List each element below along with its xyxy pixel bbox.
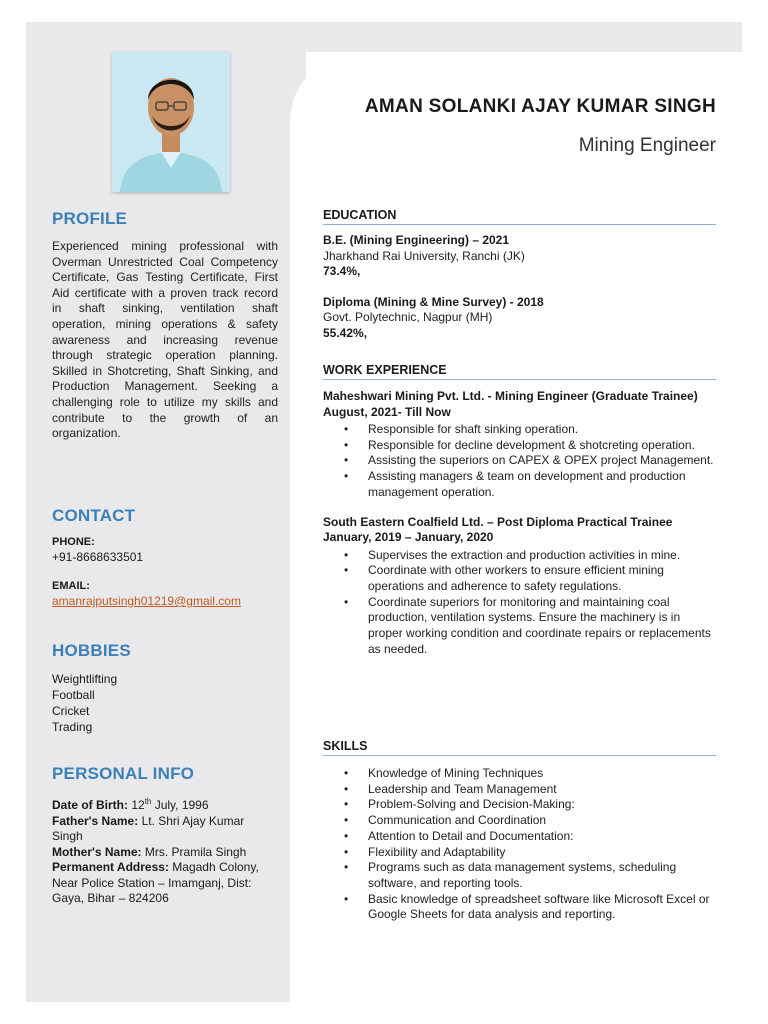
mother-value: Mrs. Pramila Singh <box>144 844 247 859</box>
degree: Diploma (Mining & Mine Survey) - 2018 <box>323 294 544 309</box>
dob-row <box>52 794 278 814</box>
list-item: • Leadership and Team Management <box>368 782 716 798</box>
institute: Govt. Polytechnic, Nagpur (MH) <box>323 310 493 324</box>
dob-day: 12 <box>131 798 145 812</box>
job-period: August, 2021- Till Now <box>323 404 451 419</box>
father-row <box>52 814 278 845</box>
education-item <box>323 233 716 280</box>
list-item: • Assisting the superiors on CAPEX & OPEX project Management. <box>368 453 716 469</box>
person-avatar-icon <box>112 52 230 192</box>
contact-heading: CONTACT <box>52 506 136 525</box>
institute: Jharkhand Rai University, Ranchi (JK) <box>323 248 525 263</box>
list-item: • Coordinate with other workers to ensure efficient mining operations and adherence to safety regulations. <box>368 563 716 594</box>
list-item: • Communication and Coordination <box>368 813 716 829</box>
job-entry <box>323 389 716 501</box>
contact-section <box>52 506 278 608</box>
address-row <box>52 860 278 907</box>
job-title: Maheshwari Mining Pvt. Ltd. - Mining Engineer (Graduate Trainee) <box>323 389 698 403</box>
dob-label: Date of Birth: <box>52 798 128 812</box>
father-label: Father's Name: <box>52 813 139 828</box>
work-heading: WORK EXPERIENCE <box>323 363 716 380</box>
email-link[interactable]: amanrajputsingh01219@gmail.com <box>52 594 241 608</box>
list-item: • Knowledge of Mining Techniques <box>368 766 716 782</box>
list-item: • Supervises the extraction and production activities in mine. <box>368 548 716 564</box>
profile-photo <box>112 52 230 192</box>
score: 73.4%, <box>323 264 361 278</box>
mother-label: Mother's Name: <box>52 844 142 859</box>
job-period: January, 2019 – January, 2020 <box>323 530 494 545</box>
address-value: Magadh Colony, Near Police Station – Imamganj, Dist: Gaya, Bihar – 824206 <box>52 860 259 905</box>
list-item: • Attention to Detail and Documentation: <box>368 829 716 845</box>
hobby-item: Trading <box>52 720 93 734</box>
hobby-item: Cricket <box>52 704 90 718</box>
education-heading: EDUCATION <box>323 208 716 225</box>
dob-rest: July, 1996 <box>154 798 209 812</box>
job-title: South Eastern Coalfield Ltd. – Post Diploma Practical Trainee <box>323 514 673 529</box>
list-item: • Assisting managers & team on development and production management operation. <box>368 469 716 500</box>
list-item: • Coordinate superiors for monitoring and maintaining coal production, ventilation systems. Ensure the machinery is in proper working condition and coordinate repairs or replacements as needed. <box>368 595 716 658</box>
job-bullets <box>323 422 716 501</box>
hobby-item: Football <box>52 688 95 702</box>
work-experience-section <box>323 363 716 657</box>
hobby-item: Weightlifting <box>52 672 118 686</box>
list-item: • Programs such as data management systems, scheduling software, and reporting tools. <box>368 860 716 891</box>
profile-heading: PROFILE <box>52 209 128 228</box>
job-entry <box>323 515 716 658</box>
address-label: Permanent Address: <box>52 860 169 874</box>
hobbies-section <box>52 641 278 735</box>
education-item <box>323 295 716 342</box>
hobbies-heading: HOBBIES <box>52 641 131 660</box>
email-label: EMAIL: <box>52 580 90 592</box>
top-band <box>290 22 742 52</box>
father-value: Lt. Shri Ajay Kumar Singh <box>52 813 245 843</box>
list-item: • Problem-Solving and Decision-Making: <box>368 797 716 813</box>
list-item: • Flexibility and Adaptability <box>368 845 716 861</box>
phone-label: PHONE: <box>52 536 95 548</box>
list-item: • Responsible for shaft sinking operation. <box>368 422 716 438</box>
personal-info-section <box>52 764 278 907</box>
candidate-role: Mining Engineer <box>578 135 716 156</box>
degree: B.E. (Mining Engineering) – 2021 <box>323 233 510 247</box>
personal-info-body <box>52 794 278 907</box>
profile-section <box>52 209 278 442</box>
job-bullets <box>323 548 716 658</box>
phone-value: +91-8668633501 <box>52 550 144 564</box>
score: 55.42%, <box>323 325 368 340</box>
education-section <box>323 208 716 341</box>
list-item: • Basic knowledge of spreadsheet software like Microsoft Excel or Google Sheets for data analysis and reporting. <box>368 892 716 923</box>
mother-row <box>52 845 278 861</box>
skills-section <box>323 739 716 923</box>
personal-info-heading: PERSONAL INFO <box>52 764 195 783</box>
hobbies-list <box>52 671 278 735</box>
profile-text: Experienced mining professional with Overman Unrestricted Coal Competency Certificate, Gas Testing Certificate, First Aid certificate with a proven track record in shaft sinking, ventilation shaft operation, mining operations & safety awareness and increasing revenue through strategic operation planning. Skilled in Shotcreting, Shaft Sinking, and Production Management. Seeking a challenging role to utilize my skills and contribute to the growth of an organization. <box>52 239 278 441</box>
dob-suffix: th <box>144 797 152 806</box>
list-item: • Responsible for decline development & shotcreting operation. <box>368 438 716 454</box>
candidate-name: AMAN SOLANKI AJAY KUMAR SINGH <box>364 96 716 117</box>
skills-list <box>323 766 716 923</box>
skills-heading: SKILLS <box>323 739 716 756</box>
